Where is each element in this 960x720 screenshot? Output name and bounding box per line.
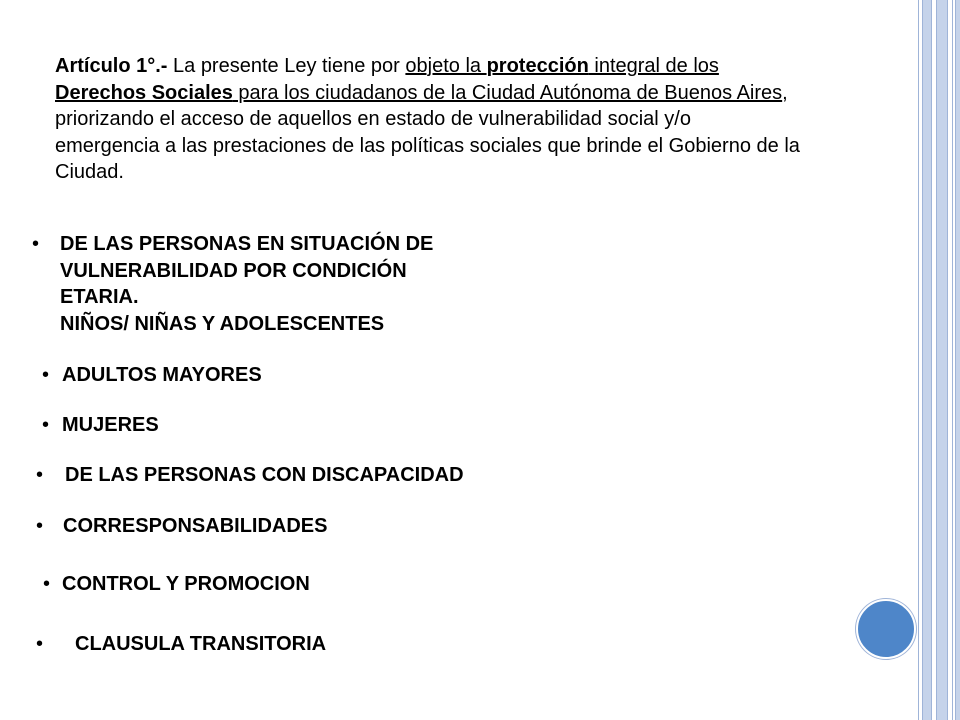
bullet-item [36,513,328,540]
bullet-text: CORRESPONSABILIDADES [63,515,328,537]
bullet-marker: • [43,573,51,595]
bullet-marker: • [36,515,44,537]
article-underlined-bold: protección [486,55,589,77]
bullet-item [43,571,310,598]
bullet-item [36,631,327,658]
bullet-marker: • [42,364,50,386]
bullet-line: DE LAS PERSONAS EN SITUACIÓN DE [60,233,434,255]
decorative-circle [856,599,916,659]
bullet-item [36,462,464,489]
frame-bar [955,0,960,720]
article-text: La presente Ley tiene por [167,55,406,77]
bullet-marker: • [32,233,40,255]
article-text: , priorizando el acceso de aquellos en estado de vulnerabilidad social y/o emergencia a las prestaciones de las políticas sociales que brinde el Gobierno de la Ciudad. [55,81,800,183]
bullet-marker: • [36,464,44,486]
article-underlined: integral de los [588,55,719,77]
frame-bar [922,0,932,720]
article-underlined: para los ciudadanos de la Ciudad Autónoma de Buenos Aires [232,81,783,104]
bullet-item [42,362,262,389]
article-paragraph [55,53,800,186]
bullet-line: ETARIA. [60,286,139,308]
bullet-text: CONTROL Y PROMOCION [62,573,310,595]
bullet-line: VULNERABILIDAD POR CONDICIÓN [60,259,407,282]
frame-bar [936,0,948,720]
bullet-text: CLAUSULA TRANSITORIA [75,633,327,655]
frame-line [952,0,953,720]
bullet-text: ADULTOS MAYORES [62,364,262,386]
bullet-item [42,412,159,439]
bullet-line: NIÑOS/ NIÑAS Y ADOLESCENTES [60,312,385,335]
bullet-marker: • [42,414,50,436]
bullet-text: MUJERES [62,414,159,436]
article-underlined: objeto la [405,55,487,77]
frame-line [918,0,919,720]
bullet-text: DE LAS PERSONAS CON DISCAPACIDAD [65,464,464,486]
bullet-marker: • [36,633,44,655]
bullet-item-etaria [32,231,434,337]
article-heading: Artículo 1°.- [55,55,168,77]
article-underlined-bold: Derechos Sociales [55,81,233,104]
